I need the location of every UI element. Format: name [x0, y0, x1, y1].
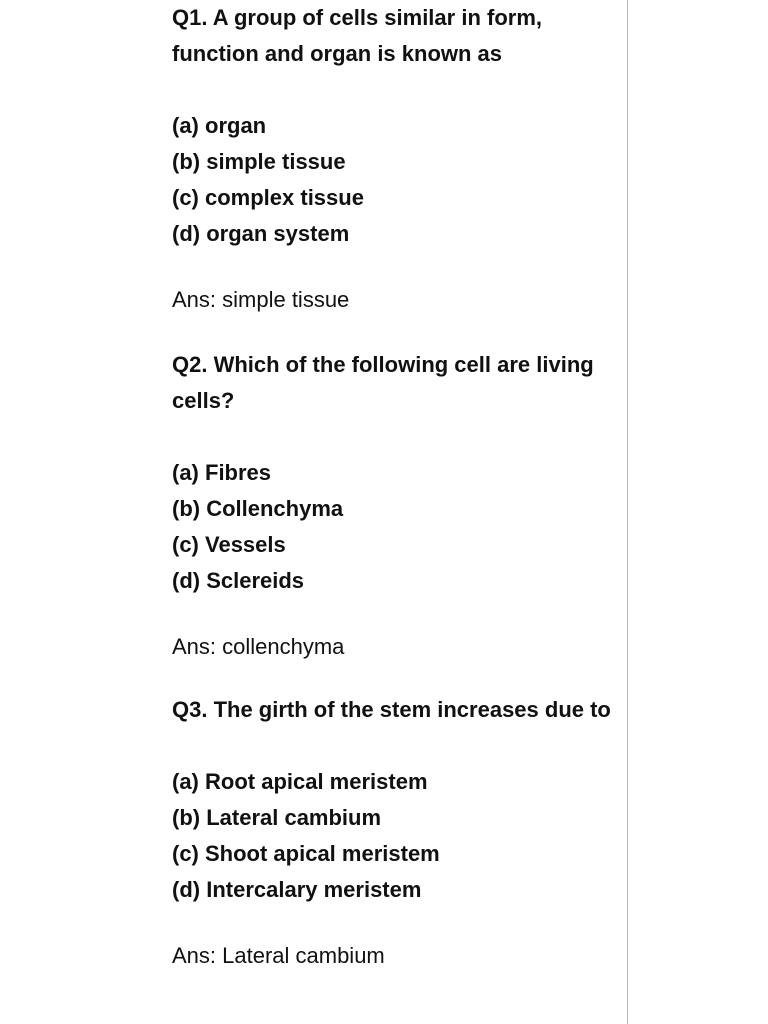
question-2-option-c: (c) Vessels [172, 532, 286, 557]
question-2-option-d: (d) Sclereids [172, 568, 305, 593]
question-3-option-c: (c) Shoot apical meristem [172, 841, 440, 866]
question-2-options [172, 455, 612, 599]
question-1-option-a: (a) organ [172, 113, 267, 138]
question-1-options [172, 108, 612, 252]
question-3-option-a: (a) Root apical meristem [172, 769, 428, 794]
question-3 [172, 692, 612, 974]
page-divider [627, 0, 628, 1024]
question-3-options [172, 764, 612, 908]
question-2 [172, 347, 612, 665]
question-2-answer: Ans: collenchyma [172, 634, 345, 659]
question-1 [172, 0, 612, 318]
question-3-option-b: (b) Lateral cambium [172, 805, 382, 830]
question-1-option-b: (b) simple tissue [172, 149, 346, 174]
question-3-answer: Ans: Lateral cambium [172, 943, 385, 968]
question-3-text: Q3. The girth of the stem increases due to [172, 697, 611, 722]
question-2-option-a: (a) Fibres [172, 460, 272, 485]
question-1-text: Q1. A group of cells similar in form, function and organ is known as [172, 5, 542, 66]
question-2-text: Q2. Which of the following cell are living cells? [172, 352, 594, 413]
question-3-option-d: (d) Intercalary meristem [172, 877, 422, 902]
question-1-answer: Ans: simple tissue [172, 287, 350, 312]
question-1-option-c: (c) complex tissue [172, 185, 364, 210]
question-2-option-b: (b) Collenchyma [172, 496, 344, 521]
question-1-option-d: (d) organ system [172, 221, 350, 246]
